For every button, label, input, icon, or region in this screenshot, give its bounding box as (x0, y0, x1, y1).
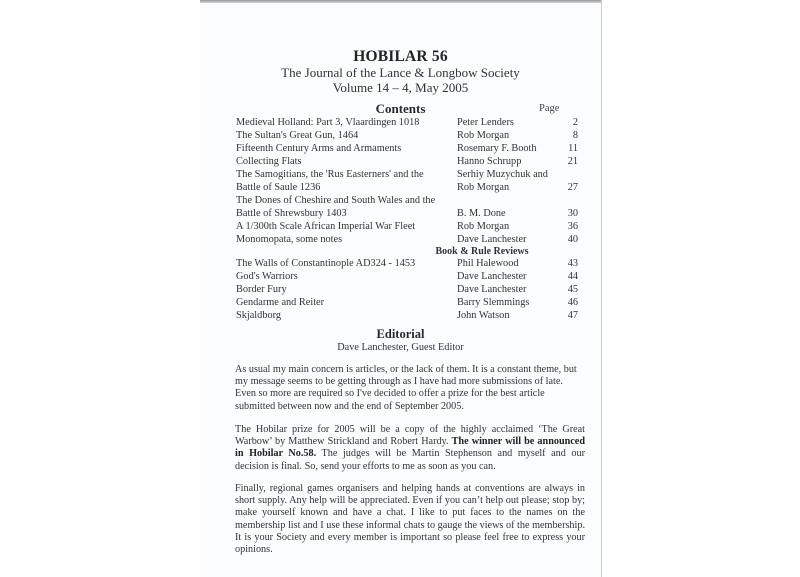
paragraph-text: The judges will be Martin Stephenson and myself and our decision is final. So, send your efforts to me as soon as you can. (235, 448, 585, 472)
toc-entry-title: A 1/300th Scale African Imperial War Fleet (236, 221, 416, 232)
toc-entry (236, 142, 578, 155)
review-entry-author: Barry Slemmings (457, 297, 530, 308)
toc-entry-title: Fifteenth Century Arms and Armaments (236, 143, 402, 154)
review-entry (236, 296, 578, 309)
toc-entry-title: The Samogitians, the 'Rus Easterners' and the Battle of Saule 1236 (236, 169, 424, 193)
toc-entry (236, 220, 578, 233)
toc-entry-page: 11 (568, 143, 578, 154)
toc-entry-author: Rosemary F. Booth (457, 143, 537, 154)
toc-entry-page: 36 (567, 221, 578, 232)
review-entry (236, 283, 578, 296)
paragraph-text: The Hobilar prize for 2005 will be a copy of the highly acclaimed ‘The Great Warbow’ by Matthew Strickland and Robert Hardy. (235, 424, 585, 448)
editorial-paragraph: As usual my main concern is articles, or the lack of them. It is a constant theme, but my message seems to be getting through as I have had more submissions of late. Even so more are required so I've decided to offer a prize for the best article submitted between now and the end of September 2005. (235, 364, 577, 412)
toc-entry-author: Dave Lanchester (457, 234, 527, 245)
toc-entry-author: Peter Lenders (457, 117, 514, 128)
editorial-byline: Dave Lanchester, Guest Editor (337, 342, 464, 353)
scan-edge (200, 0, 601, 3)
toc-entry (236, 155, 578, 168)
toc-entry-page: 40 (567, 234, 578, 245)
toc-entry-author: Serhiy Muzychuk and Rob Morgan (457, 169, 548, 193)
toc-entry-title: The Dones of Cheshire and South Wales and the Battle of Shrewsbury 1403 (236, 195, 436, 219)
toc-entry (236, 233, 578, 246)
editorial-paragraph: Finally, regional games organisers and helping hands at conventions are always in short supply. Any help will be appreciated. Even if you can’t help out please; stop by; make yourself known and have a chat. I like to put faces to the names on the membership list and I use these informal chats to gauge the views of the membership. It is your Society and every member is important so please feel free to express your opinions. (235, 483, 585, 556)
review-entry-page: 43 (567, 258, 578, 269)
editorial-paragraph (235, 424, 585, 473)
toc-entry-page: 2 (572, 117, 578, 128)
review-entry (236, 257, 578, 270)
review-entry-author: Dave Lanchester (457, 271, 527, 282)
review-entry-page: 47 (567, 310, 578, 321)
toc-entry-author: Rob Morgan (457, 130, 510, 141)
toc-entry-author: Rob Morgan (457, 221, 510, 232)
review-entry-page: 45 (567, 284, 578, 295)
toc-entry-title: The Sultan's Great Gun, 1464 (236, 130, 359, 141)
editorial-heading: Editorial (376, 327, 425, 341)
toc-entry-author: B. M. Done (457, 208, 506, 219)
toc-entry-page: 21 (567, 156, 578, 167)
review-entry-title: Gendarme and Reiter (236, 297, 325, 308)
contents-heading: Contents (375, 101, 426, 116)
toc-entry-title: Collecting Flats (236, 156, 302, 167)
journal-subtitle: The Journal of the Lance & Longbow Society (281, 65, 520, 80)
review-entry-page: 44 (567, 271, 578, 282)
toc-entry-page: 8 (572, 130, 578, 141)
toc-entry (236, 129, 578, 142)
page-column-label: Page (539, 103, 560, 114)
review-entry-title: The Walls of Constantinople AD324 - 1453 (236, 258, 416, 269)
review-entry-author: Dave Lanchester (457, 284, 527, 295)
toc-entry-author: Hanno Schrupp (457, 156, 522, 167)
review-entry-title: Skjaldborg (236, 310, 282, 321)
toc-entry (236, 116, 578, 129)
toc-entry (236, 194, 578, 220)
review-entry (236, 270, 578, 283)
review-entry-title: God's Warriors (236, 271, 298, 282)
journal-page (200, 0, 602, 577)
journal-volume: Volume 14 – 4, May 2005 (332, 80, 469, 95)
journal-title: HOBILAR 56 (353, 48, 448, 65)
review-entry (236, 309, 578, 322)
toc-entry-page: 27 (567, 182, 578, 193)
review-entry-author: Phil Halewood (457, 258, 519, 269)
toc-entry-page: 30 (567, 208, 578, 219)
reviews-heading: Book & Rule Reviews (435, 246, 529, 257)
table-of-contents (236, 116, 578, 322)
paragraph-bold-announcement: The winner will be announced in Hobilar No.58. (235, 436, 585, 460)
toc-entry-title: Monomopata, some notes (236, 234, 343, 245)
review-entry-title: Border Fury (236, 284, 287, 295)
review-entry-page: 46 (567, 297, 578, 308)
toc-entry-title: Medieval Holland: Part 3, Vlaardingen 1018 (236, 117, 420, 128)
review-entry-author: John Watson (457, 310, 510, 321)
toc-entry (236, 168, 578, 194)
